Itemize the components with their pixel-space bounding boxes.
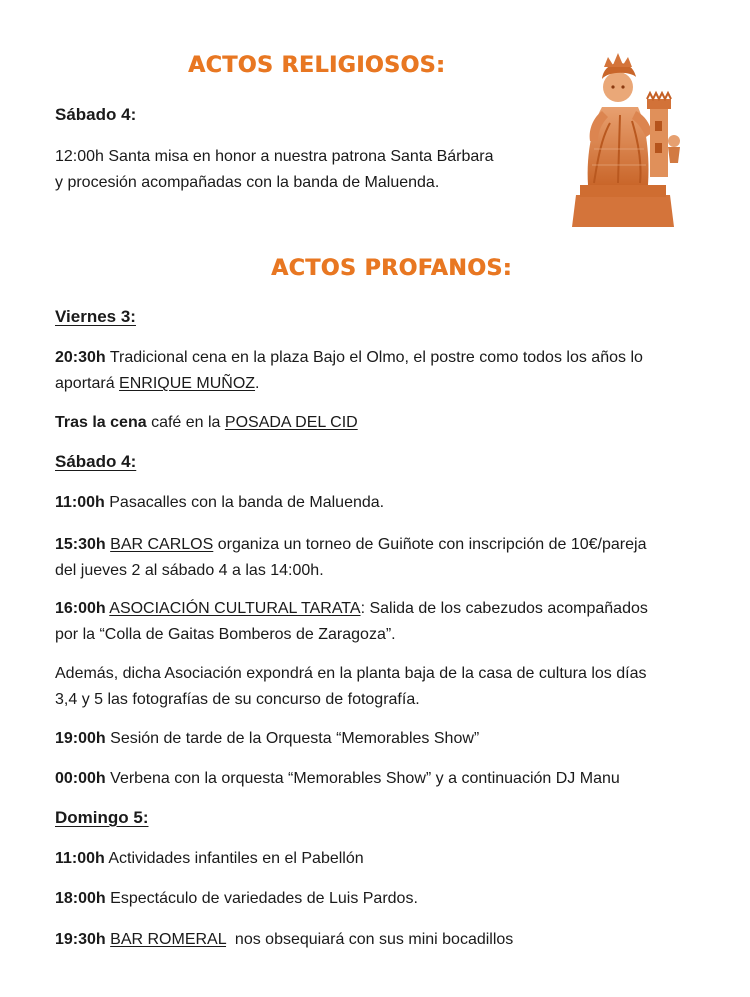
profane-heading: ACTOS PROFANOS: bbox=[271, 256, 512, 281]
saturday-event-2-line-1 bbox=[55, 532, 646, 558]
bar-carlos-link[interactable]: BAR CARLOS bbox=[110, 536, 214, 553]
saturday-day: Sábado 4: bbox=[55, 452, 137, 471]
saturday-event-3-line-2: por la “Colla de Gaitas Bomberos de Zaragoza”. bbox=[55, 626, 396, 643]
event-text: organiza un torneo de Guiñote con inscripción de 10€/pareja bbox=[213, 536, 647, 553]
event-time: 20:30h bbox=[55, 349, 106, 366]
event-time: 15:30h bbox=[55, 536, 106, 553]
religious-mass-line-2: y procesión acompañadas con la banda de Maluenda. bbox=[55, 174, 440, 191]
saturday-event-3-line-1 bbox=[55, 596, 648, 622]
event-time: 18:00h bbox=[55, 890, 106, 907]
friday-event-2 bbox=[55, 410, 358, 436]
event-time: 11:00h bbox=[55, 850, 105, 867]
event-text: Sesión de tarde de la Orquesta “Memorables Show” bbox=[105, 730, 480, 747]
event-time: 19:00h bbox=[55, 730, 106, 747]
saturday-event-4-line-1: Además, dicha Asociación expondrá en la planta baja de la casa de cultura los días bbox=[55, 665, 647, 682]
event-time: 19:30h bbox=[55, 931, 106, 948]
event-text: aportará bbox=[55, 375, 120, 392]
event-text: Pasacalles con la banda de Maluenda. bbox=[104, 494, 385, 511]
religious-heading: ACTOS RELIGIOSOS: bbox=[188, 53, 446, 78]
event-time: 11:00h bbox=[55, 494, 105, 511]
event-text: : Salida de los cabezudos acompañados bbox=[360, 600, 648, 617]
saturday-event-2-line-2: del jueves 2 al sábado 4 a las 14:00h. bbox=[55, 562, 324, 579]
enrique-munoz-link[interactable]: ENRIQUE MUÑOZ bbox=[119, 375, 256, 392]
posada-del-cid-link[interactable]: POSADA DEL CID bbox=[224, 414, 358, 431]
friday-event-1-line-1 bbox=[55, 345, 643, 371]
friday-event-1-line-2 bbox=[55, 371, 260, 397]
asociacion-cultural-tarata-link[interactable]: ASOCIACIÓN CULTURAL TARATA bbox=[109, 600, 361, 617]
saturday-event-4-line-2: 3,4 y 5 las fotografías de su concurso de fotografía. bbox=[55, 691, 420, 708]
event-text: Actividades infantiles en el Pabellón bbox=[104, 850, 364, 867]
sunday-event-3 bbox=[55, 927, 513, 953]
saturday-event-6 bbox=[55, 766, 620, 792]
friday-day: Viernes 3: bbox=[55, 307, 136, 326]
sunday-event-2 bbox=[55, 886, 418, 912]
religious-saturday-day: Sábado 4: bbox=[55, 105, 137, 124]
saturday-event-5 bbox=[55, 726, 479, 752]
saturday-event-1 bbox=[55, 490, 384, 516]
event-text-end: . bbox=[255, 375, 260, 392]
sunday-event-1 bbox=[55, 846, 364, 872]
sunday-day: Domingo 5: bbox=[55, 808, 149, 827]
event-time: 00:00h bbox=[55, 770, 106, 787]
religious-mass-line-1: 12:00h Santa misa en honor a nuestra patrona Santa Bárbara bbox=[55, 148, 494, 165]
event-text: nos obsequiará con sus mini bocadillos bbox=[226, 931, 514, 948]
santa-barbara-statue-image bbox=[558, 45, 688, 230]
event-text: café en la bbox=[146, 414, 225, 431]
bar-romeral-link[interactable]: BAR ROMERAL bbox=[110, 931, 227, 948]
event-time: 16:00h bbox=[55, 600, 106, 617]
event-text: Espectáculo de variedades de Luis Pardos. bbox=[105, 890, 418, 907]
event-lead: Tras la cena bbox=[55, 414, 147, 431]
event-text: Verbena con la orquesta “Memorables Show” y a continuación DJ Manu bbox=[105, 770, 620, 787]
event-text: Tradicional cena en la plaza Bajo el Olmo, el postre como todos los años lo bbox=[105, 349, 643, 366]
